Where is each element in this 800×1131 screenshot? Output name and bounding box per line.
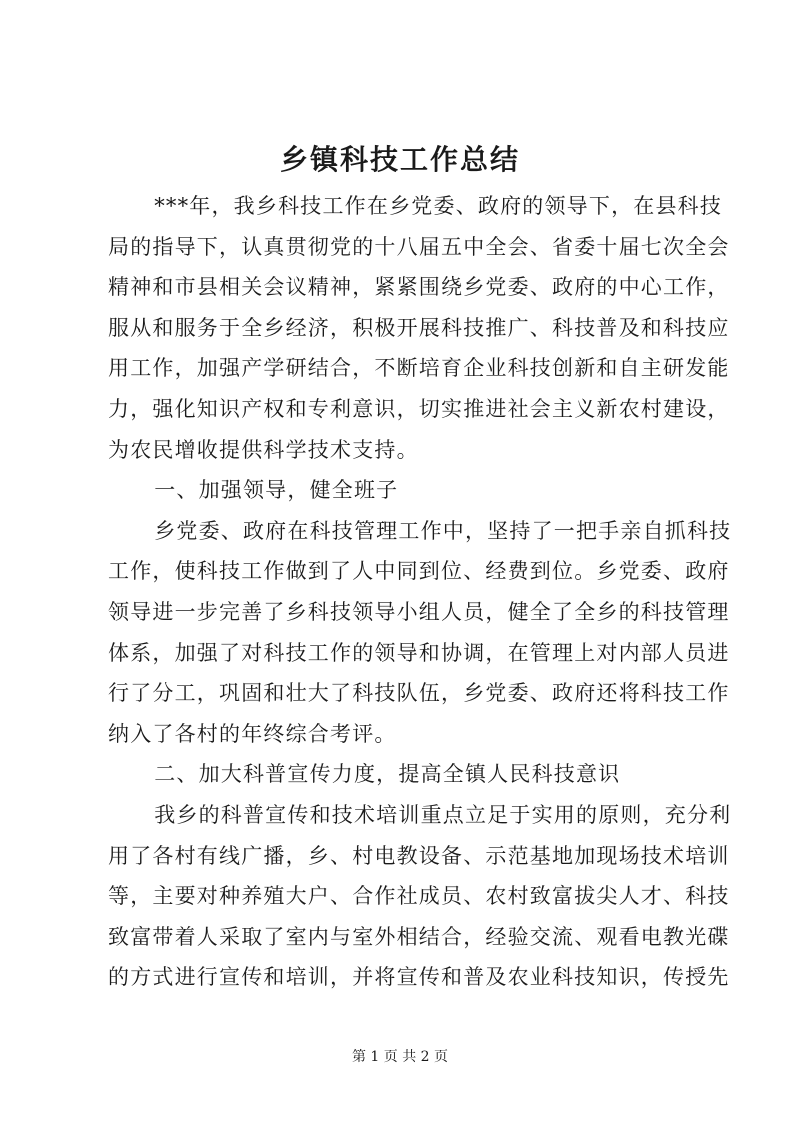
paragraph-line: 用了各村有线广播，乡、村电教设备、示范基地加现场技术培训 [108,843,730,868]
paragraph-line: 的方式进行宣传和培训，并将宣传和普及农业科技知识，传授先 [108,965,730,990]
body-paragraph [108,795,732,998]
paragraph-line: 纳入了各村的年终综合考评。 [108,721,397,746]
paragraph-line: 力，强化知识产权和专利意识，切实推进社会主义新农村建设， [108,396,730,421]
paragraph-line: 行了分工，巩固和壮大了科技队伍，乡党委、政府还将科技工作 [108,681,730,706]
paragraph-line: 精神和市县相关会议精神，紧紧围绕乡党委、政府的中心工作， [108,275,730,300]
document-title: 乡镇科技工作总结 [279,143,520,176]
paragraph-line: 为农民增收提供科学技术支持。 [108,437,419,462]
paragraph-line: 局的指导下，认真贯彻党的十八届五中全会、省委十届七次全会 [108,234,730,259]
paragraph-line: 工作，使科技工作做到了人中同到位、经费到位。乡党委、政府 [108,559,730,584]
paragraph-line: 用工作，加强产学研结合，不断培育企业科技创新和自主研发能 [108,356,730,381]
paragraph-line: 乡党委、政府在科技管理工作中，坚持了一把手亲自抓科技 [154,518,732,543]
section-heading: 一、加强领导，健全班子 [154,478,399,503]
document-body [108,186,732,998]
paragraph-line: 体系，加强了对科技工作的领导和协调，在管理上对内部人员进 [108,640,730,665]
paragraph-line: 致富带着人采取了室内与室外相结合，经验交流、观看电教光碟 [108,924,730,949]
body-paragraph [108,186,730,470]
paragraph-line: 我乡的科普宣传和技术培训重点立足于实用的原则，充分利 [154,802,732,827]
paragraph-line: 领导进一步完善了乡科技领导小组人员，健全了全乡的科技管理 [108,599,730,624]
section-heading: 二、加大科普宣传力度，提高全镇人民科技意识 [154,762,621,787]
paragraph-line: 等，主要对种养殖大户、合作社成员、农村致富拔尖人才、科技 [108,884,730,909]
body-paragraph [108,511,732,755]
paragraph-line: ***年，我乡科技工作在乡党委、政府的领导下，在县科技 [154,194,723,218]
page-footer: 第 1 页 共 2 页 [351,1049,449,1065]
paragraph-line: 服从和服务于全乡经济，积极开展科技推广、科技普及和科技应 [108,315,730,340]
